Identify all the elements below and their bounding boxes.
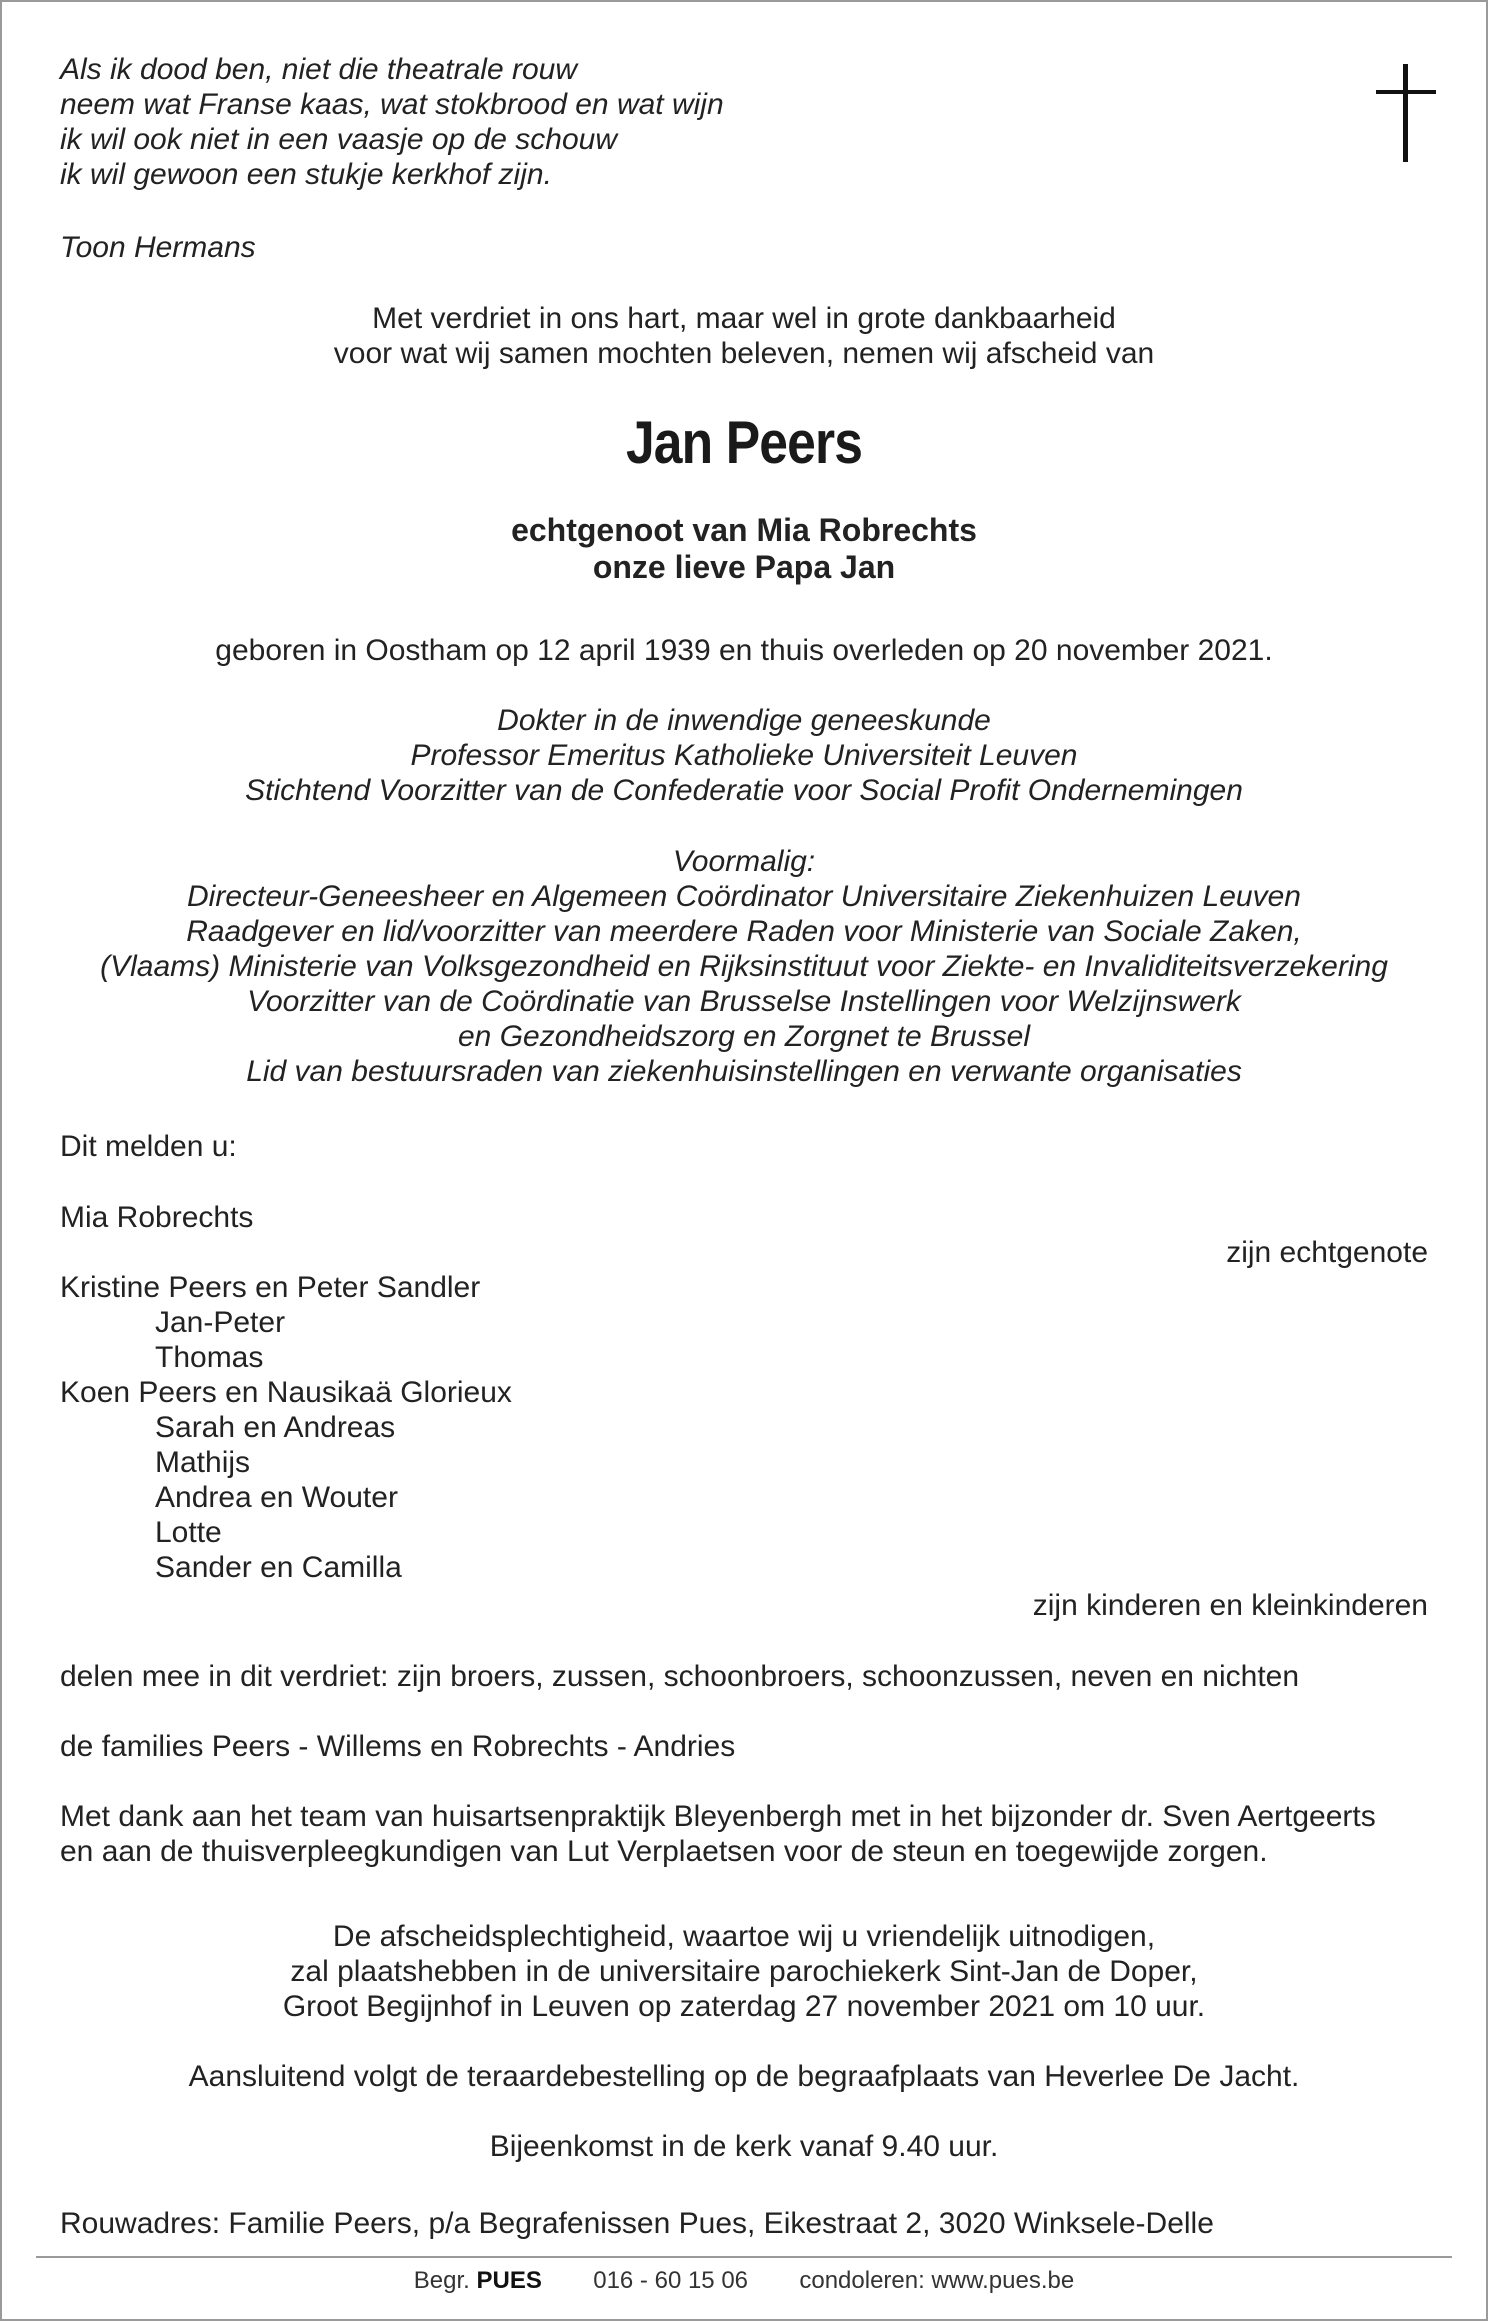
former-line: (Vlaams) Ministerie van Volksgezondheid en Rijksinstituut voor Ziekte- en Invaliditeitsverzekering [100,950,1388,983]
former-heading: Voormalig: [672,845,816,878]
poem-line: Als ik dood ben, niet die theatrale rouw [60,53,577,86]
intro-line: Met verdriet in ons hart, maar wel in grote dankbaarheid [372,302,1116,335]
poem-author-name: Toon Hermans [60,231,256,264]
ceremony [60,1919,1428,2024]
thanks [60,1799,1428,1869]
former-positions [60,844,1428,1089]
grandchild-name: Jan-Peter [155,1306,286,1339]
announce [60,1129,1428,1164]
thanks-line: en aan de thuisverpleegkundigen van Lut Verplaetsen voor de steun en toegewijde zorgen. [60,1835,1268,1868]
burial [60,2059,1428,2094]
former-line: Raadgever en lid/voorzitter van meerdere Raden voor Ministerie van Sociale Zaken, [186,915,1302,948]
birth-death-line: geboren in Oostham op 12 april 1939 en thuis overleden op 20 november 2021. [215,634,1273,667]
poem-line: ik wil gewoon een stukje kerkhof zijn. [60,158,552,191]
birth-death [60,633,1428,668]
mourning-address [60,2206,1428,2241]
former-line: Directeur-Geneesheer en Algemeen Coördinator Universitaire Ziekenhuizen Leuven [187,880,1301,913]
family-children [60,1270,1428,1585]
child-name: Koen Peers en Nausikaä Glorieux [60,1376,512,1409]
title-line: Professor Emeritus Katholieke Universiteit Leuven [410,739,1078,772]
burial-text: Aansluitend volgt de teraardebestelling op de begraafplaats van Heverlee De Jacht. [188,2060,1300,2093]
children-role-text: zijn kinderen en kleinkinderen [1032,1589,1428,1622]
poem-line: ik wil ook niet in een vaasje op de schouw [60,123,617,156]
grandchild-name: Thomas [155,1341,264,1374]
children-role [60,1588,1428,1623]
deceased-relations [60,512,1428,586]
grandchild-name: Sander en Camilla [155,1551,402,1584]
relation-line: onze lieve Papa Jan [592,549,896,585]
intro-line: voor wat wij samen mochten beleven, nemen wij afscheid van [333,337,1155,370]
grandchild-name: Lotte [155,1516,222,1549]
former-line: Lid van bestuursraden van ziekenhuisinstellingen en verwante organisaties [246,1055,1242,1088]
titles [60,703,1428,808]
title-line: Stichtend Voorzitter van de Confederatie voor Social Profit Ondernemingen [245,774,1243,807]
thanks-line: Met dank aan het team van huisartsenpraktijk Bleyenbergh met in het bijzonder dr. Sven Aertgeerts [60,1800,1376,1833]
grandchild-name: Sarah en Andreas [155,1411,396,1444]
family-spouse-role [60,1235,1428,1270]
footer-phone[interactable]: 016 - 60 15 06 [593,2267,749,2294]
announce-text: Dit melden u: [60,1130,237,1163]
title-line: Dokter in de inwendige geneeskunde [497,704,991,737]
address-text: Rouwadres: Familie Peers, p/a Begrafenissen Pues, Eikestraat 2, 3020 Winksele-Delle [60,2207,1214,2240]
family-spouse [60,1200,1428,1235]
families-text: de families Peers - Willems en Robrechts - Andries [60,1730,736,1763]
poem-author [60,230,1428,265]
footer-prefix: Begr. [413,2267,470,2294]
spouse-role: zijn echtgenote [1226,1236,1428,1269]
grandchild-name: Mathijs [155,1446,251,1479]
families [60,1729,1428,1764]
footer [2,2266,1486,2296]
ceremony-line: Groot Begijnhof in Leuven op zaterdag 27 november 2021 om 10 uur. [282,1990,1206,2023]
grandchild-name: Andrea en Wouter [155,1481,398,1514]
poem-line: neem wat Franse kaas, wat stokbrood en wat wijn [60,88,724,121]
ceremony-line: De afscheidsplechtigheid, waartoe wij u vriendelijk uitnodigen, [332,1920,1156,1953]
gathering [60,2129,1428,2164]
former-line: en Gezondheidszorg en Zorgnet te Brussel [457,1020,1030,1053]
cross-icon-vertical [1403,64,1408,162]
former-line: Voorzitter van de Coördinatie van Brusselse Instellingen voor Welzijnswerk [247,985,1241,1018]
ceremony-line: zal plaatshebben in de universitaire parochiekerk Sint-Jan de Doper, [290,1955,1198,1988]
deceased-name: Jan Peers [625,409,863,476]
share-grief [60,1659,1428,1694]
child-name: Kristine Peers en Peter Sandler [60,1271,481,1304]
footer-brand: PUES [476,2267,542,2294]
footer-website[interactable]: condoleren: www.pues.be [799,2267,1075,2294]
cross-icon [1376,64,1436,162]
spouse-name: Mia Robrechts [60,1201,254,1234]
poem [60,52,1428,192]
intro [60,301,1428,371]
cross-icon-horizontal [1376,90,1436,94]
footer-divider [36,2256,1452,2258]
relation-line: echtgenoot van Mia Robrechts [511,512,977,548]
share-text: delen mee in dit verdriet: zijn broers, zussen, schoonbroers, schoonzussen, neven en nichten [60,1660,1300,1693]
gathering-text: Bijeenkomst in de kerk vanaf 9.40 uur. [489,2130,999,2163]
